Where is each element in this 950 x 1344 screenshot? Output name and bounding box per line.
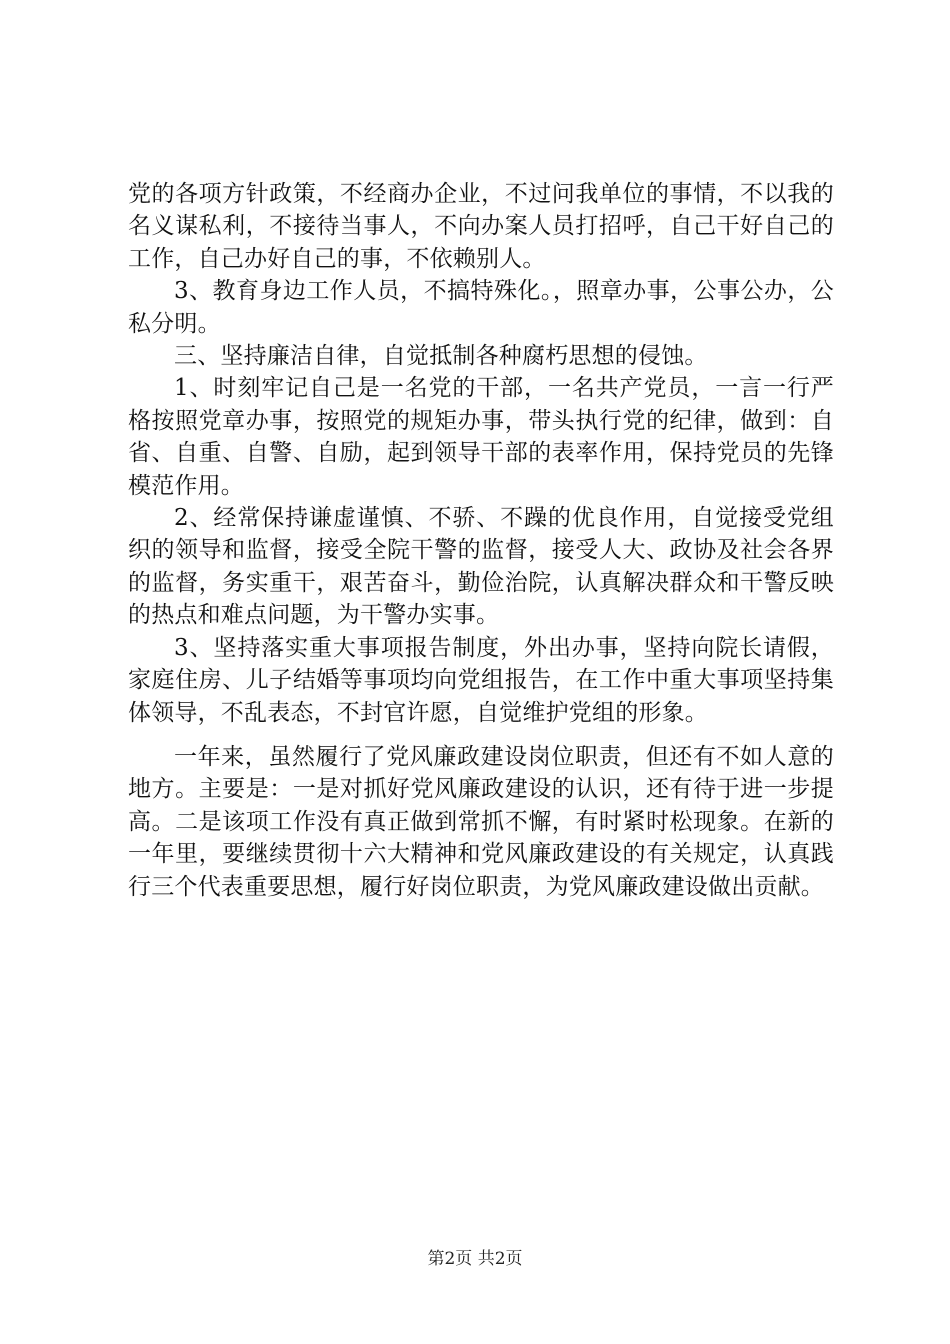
section-heading-3: 三、坚持廉洁自律，自觉抵制各种腐朽思想的侵蚀。	[174, 343, 708, 370]
document-body	[128, 178, 834, 903]
page-footer: 第2页 共2页	[427, 1249, 523, 1269]
paragraph-item-2: 2、经常保持谦虚谨慎、不骄、不躁的优良作用，自觉接受党组织的领导和监督，接受全院干警的监督，接受人大、政协及社会各界的监督，务实重干，艰苦奋斗，勤俭治院，认真解决群众和干警反映的热点和难点问题，为干警办实事。	[128, 505, 834, 629]
paragraph-item-1: 1、时刻牢记自己是一名党的干部，一名共产党员，一言一行严格按照党章办事，按照党的规矩办事，带头执行党的纪律，做到：自省、自重、自警、自励，起到领导干部的表率作用，保持党员的先锋模范作用。	[128, 375, 834, 499]
paragraph-item-3-report: 3、坚持落实重大事项报告制度，外出办事，坚持向院长请假，家庭住房、儿子结婚等事项均向党组报告，在工作中重大事项坚持集体领导，不乱表态，不封官许愿，自觉维护党组的形象。	[128, 634, 834, 726]
paragraph-summary: 一年来，虽然履行了党风廉政建设岗位职责，但还有不如人意的地方。主要是：一是对抓好党风廉政建设的认识，还有待于进一步提高。二是该项工作没有真正做到常抓不懈，有时紧时松现象。在新的一年里，要继续贯彻十六大精神和党风廉政建设的有关规定，认真践行三个代表重要思想，履行好岗位职责，为党风廉政建设做出贡献。	[128, 743, 834, 900]
paragraph-continuation: 党的各项方针政策，不经商办企业，不过问我单位的事情，不以我的名义谋私利，不接待当事人，不向办案人员打招呼，自己干好自己的工作，自己办好自己的事，不依赖别人。	[128, 181, 834, 272]
paragraph-item-3-staff: 3、教育身边工作人员，不搞特殊化。，照章办事，公事公办，公私分明。	[128, 278, 834, 337]
